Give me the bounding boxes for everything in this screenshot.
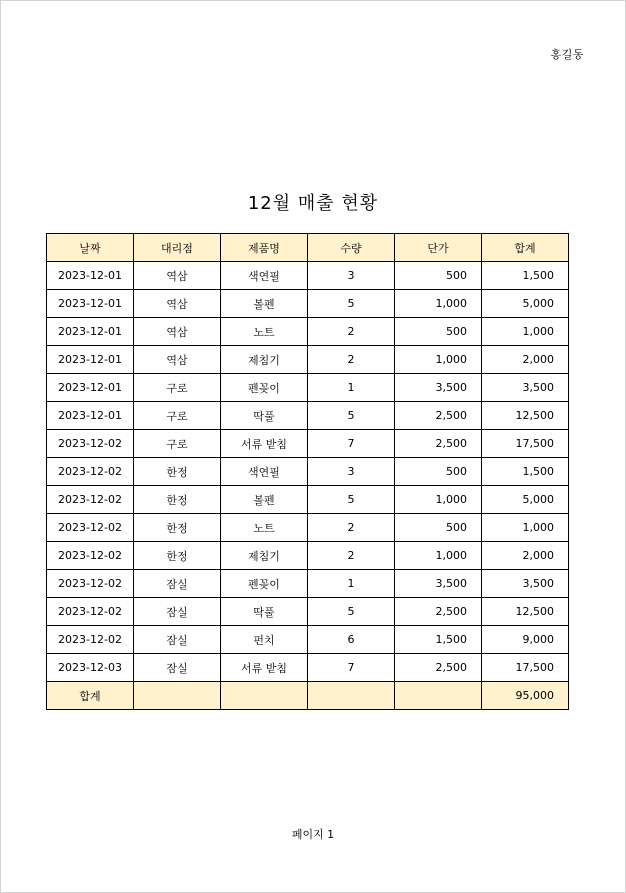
cell-branch: 구로 [134,430,221,458]
cell-quantity: 5 [308,598,395,626]
cell-branch: 역삼 [134,346,221,374]
cell-quantity: 3 [308,458,395,486]
cell-date: 2023-12-01 [47,374,134,402]
cell-date: 2023-12-02 [47,598,134,626]
cell-unit-price: 1,000 [395,346,482,374]
cell-quantity: 7 [308,654,395,682]
cell-unit-price: 2,500 [395,654,482,682]
table-row [47,346,569,374]
cell-unit-price: 1,000 [395,486,482,514]
cell-quantity: 7 [308,430,395,458]
column-header-unit-price: 단가 [395,234,482,262]
cell-unit-price: 500 [395,318,482,346]
cell-date: 2023-12-01 [47,402,134,430]
cell-product: 제침기 [221,542,308,570]
cell-date: 2023-12-01 [47,290,134,318]
total-empty-cell [221,682,308,710]
cell-product: 서류 받침 [221,654,308,682]
cell-product: 펜꽂이 [221,570,308,598]
cell-subtotal: 1,000 [482,514,569,542]
cell-product: 펀치 [221,626,308,654]
table-row [47,598,569,626]
cell-unit-price: 3,500 [395,570,482,598]
page-title: 12월 매출 현황 [247,193,379,214]
cell-product: 노트 [221,318,308,346]
table-header-row [47,234,569,262]
cell-date: 2023-12-02 [47,542,134,570]
cell-quantity: 5 [308,290,395,318]
cell-branch: 한정 [134,458,221,486]
cell-subtotal: 2,000 [482,542,569,570]
cell-subtotal: 3,500 [482,570,569,598]
cell-subtotal: 17,500 [482,430,569,458]
cell-branch: 잠실 [134,598,221,626]
cell-branch: 한정 [134,486,221,514]
table-body [47,262,569,682]
cell-unit-price: 500 [395,514,482,542]
cell-product: 딱풀 [221,598,308,626]
cell-branch: 한정 [134,514,221,542]
column-header-branch: 대리점 [134,234,221,262]
table-row [47,318,569,346]
cell-subtotal: 5,000 [482,290,569,318]
cell-quantity: 5 [308,402,395,430]
cell-date: 2023-12-01 [47,262,134,290]
cell-product: 딱풀 [221,402,308,430]
cell-product: 색연필 [221,262,308,290]
table-row [47,570,569,598]
total-empty-cell [134,682,221,710]
cell-date: 2023-12-02 [47,430,134,458]
cell-unit-price: 2,500 [395,402,482,430]
table-row [47,458,569,486]
cell-branch: 구로 [134,402,221,430]
cell-quantity: 2 [308,346,395,374]
cell-product: 서류 받침 [221,430,308,458]
table-row [47,626,569,654]
total-label: 합계 [47,682,134,710]
cell-date: 2023-12-01 [47,346,134,374]
cell-product: 볼펜 [221,486,308,514]
cell-date: 2023-12-02 [47,626,134,654]
table-row [47,290,569,318]
total-value: 95,000 [482,682,569,710]
cell-date: 2023-12-02 [47,514,134,542]
cell-quantity: 1 [308,374,395,402]
cell-date: 2023-12-03 [47,654,134,682]
cell-product: 노트 [221,514,308,542]
cell-quantity: 2 [308,514,395,542]
cell-quantity: 3 [308,262,395,290]
cell-unit-price: 500 [395,262,482,290]
table-row [47,654,569,682]
cell-product: 볼펜 [221,290,308,318]
cell-subtotal: 5,000 [482,486,569,514]
table-row [47,542,569,570]
cell-subtotal: 3,500 [482,374,569,402]
cell-unit-price: 1,500 [395,626,482,654]
cell-date: 2023-12-02 [47,458,134,486]
table-row [47,486,569,514]
page-number: 페이지 1 [291,828,335,841]
cell-branch: 잠실 [134,626,221,654]
cell-branch: 구로 [134,374,221,402]
cell-date: 2023-12-02 [47,486,134,514]
cell-branch: 역삼 [134,318,221,346]
header-author-name: 홍길동 [550,48,584,61]
cell-branch: 한정 [134,542,221,570]
cell-product: 색연필 [221,458,308,486]
cell-unit-price: 1,000 [395,542,482,570]
table-row [47,402,569,430]
cell-unit-price: 3,500 [395,374,482,402]
table-row [47,430,569,458]
cell-product: 펜꽂이 [221,374,308,402]
cell-branch: 잠실 [134,654,221,682]
cell-subtotal: 1,500 [482,262,569,290]
cell-date: 2023-12-01 [47,318,134,346]
cell-subtotal: 9,000 [482,626,569,654]
cell-quantity: 5 [308,486,395,514]
cell-unit-price: 2,500 [395,430,482,458]
cell-subtotal: 2,000 [482,346,569,374]
table-row [47,262,569,290]
cell-subtotal: 12,500 [482,598,569,626]
column-header-date: 날짜 [47,234,134,262]
column-header-product: 제품명 [221,234,308,262]
column-header-quantity: 수량 [308,234,395,262]
cell-branch: 역삼 [134,290,221,318]
cell-quantity: 2 [308,318,395,346]
total-empty-cell [308,682,395,710]
cell-subtotal: 1,500 [482,458,569,486]
sales-table [46,233,569,710]
cell-branch: 잠실 [134,570,221,598]
cell-date: 2023-12-02 [47,570,134,598]
cell-subtotal: 1,000 [482,318,569,346]
cell-quantity: 2 [308,542,395,570]
cell-unit-price: 500 [395,458,482,486]
cell-quantity: 1 [308,570,395,598]
column-header-subtotal: 합계 [482,234,569,262]
cell-branch: 역삼 [134,262,221,290]
cell-product: 제침기 [221,346,308,374]
cell-subtotal: 17,500 [482,654,569,682]
table-row [47,374,569,402]
cell-unit-price: 2,500 [395,598,482,626]
cell-quantity: 6 [308,626,395,654]
total-empty-cell [395,682,482,710]
cell-subtotal: 12,500 [482,402,569,430]
cell-unit-price: 1,000 [395,290,482,318]
table-row [47,514,569,542]
total-row [47,682,569,710]
